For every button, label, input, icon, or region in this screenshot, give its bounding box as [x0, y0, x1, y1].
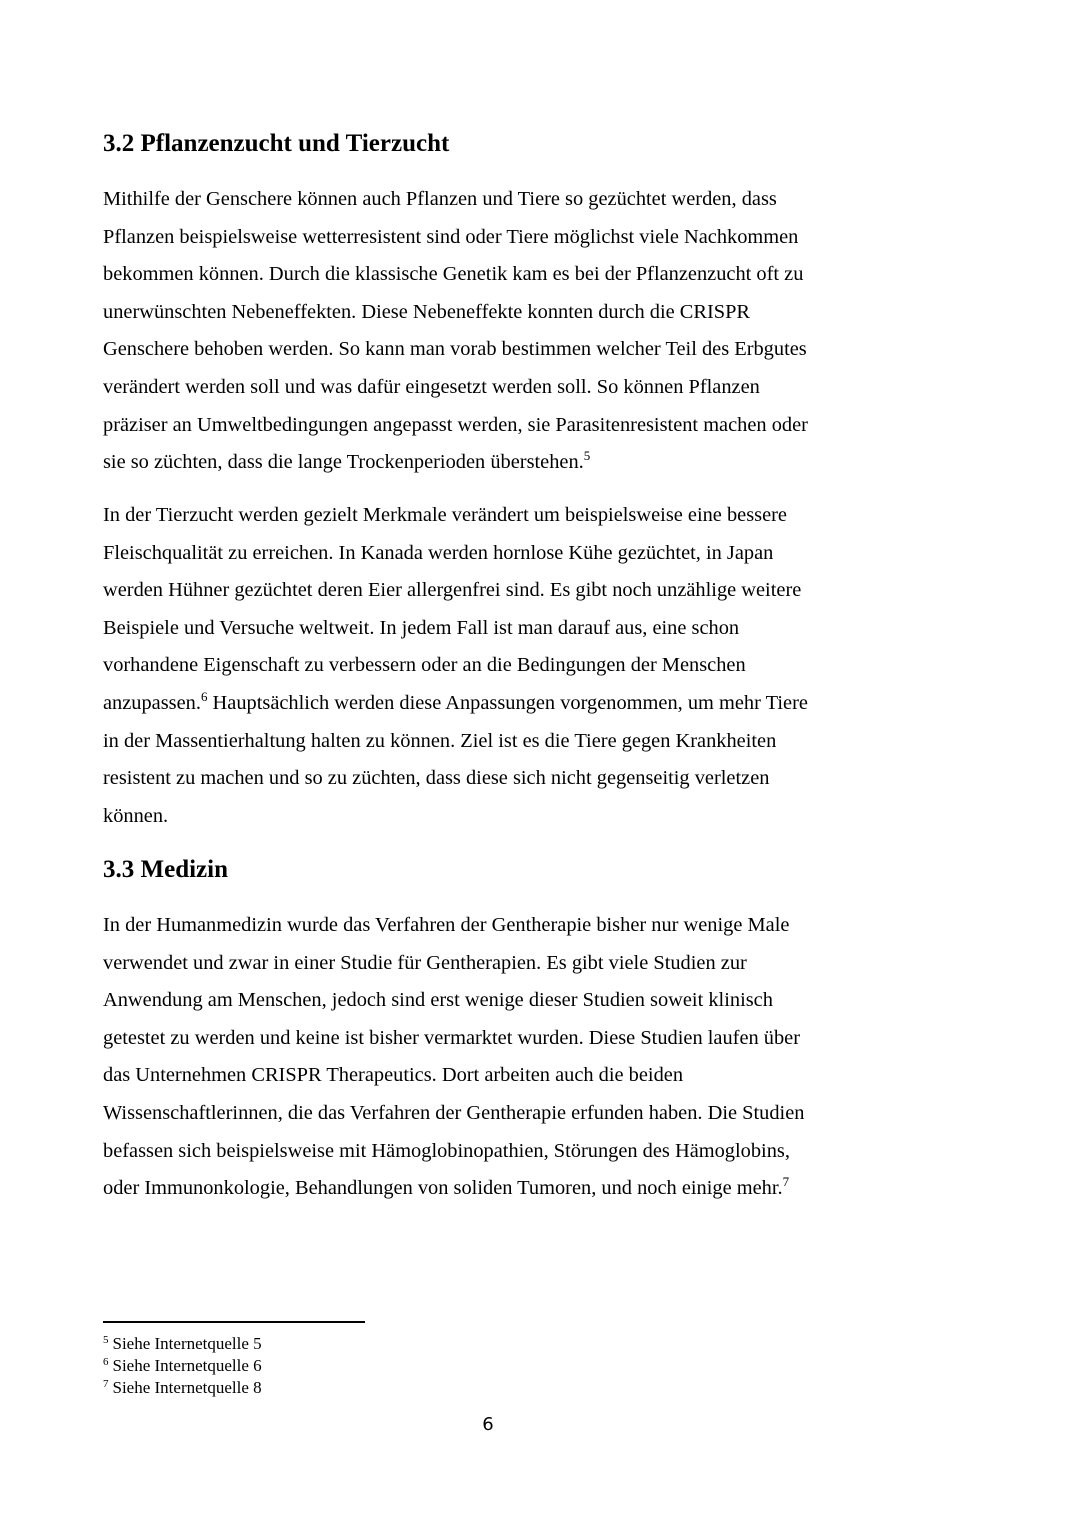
- footnote-text: Siehe Internetquelle 6: [112, 1356, 262, 1375]
- footnotes: [103, 1333, 262, 1399]
- text-line: befassen sich beispielsweise mit Hämoglobinopathien, Störungen des Hämoglobins,: [103, 1139, 790, 1162]
- text-line: werden Hühner gezüchtet deren Eier allergenfrei sind. Es gibt noch unzählige weitere: [103, 579, 802, 602]
- footnote-text: Siehe Internetquelle 5: [112, 1334, 262, 1353]
- text-line: in der Massentierhaltung halten zu können. Ziel ist es die Tiere gegen Krankheiten: [103, 729, 777, 752]
- text-line: präziser an Umweltbedingungen angepasst werden, sie Parasitenresistent machen oder: [103, 413, 808, 436]
- text-fragment: sie so züchten, dass die lange Trockenperioden überstehen.: [103, 451, 584, 474]
- footnote-6: [103, 1355, 262, 1377]
- paragraph-medizin: [103, 907, 883, 1208]
- text-line: resistent zu machen und so zu züchten, dass diese sich nicht gegenseitig verletzen: [103, 767, 770, 790]
- text-fragment: oder Immunonkologie, Behandlungen von soliden Tumoren, und noch einige mehr.: [103, 1177, 783, 1200]
- text-fragment: Hauptsächlich werden diese Anpassungen vorgenommen, um mehr Tiere: [207, 691, 808, 714]
- text-line: können.: [103, 804, 169, 827]
- footnote-reference-7: 7: [782, 1174, 790, 1190]
- text-line: [103, 1170, 883, 1208]
- text-line: Mithilfe der Genschere können auch Pflanzen und Tiere so gezüchtet werden, dass: [103, 188, 777, 210]
- footnote-reference-5: 5: [583, 448, 591, 464]
- text-line: unerwünschten Nebeneffekten. Diese Nebeneffekte konnten durch die CRISPR: [103, 300, 751, 323]
- text-line: [103, 444, 883, 482]
- footnote-number: 7: [103, 1378, 109, 1390]
- text-line: Genschere behoben werden. So kann man vorab bestimmen welcher Teil des Erbgutes: [103, 338, 807, 361]
- text-line: In der Tierzucht werden gezielt Merkmale verändert um beispielsweise eine bessere: [103, 504, 787, 526]
- footnote-reference-6: 6: [200, 688, 208, 704]
- text-line: Pflanzen beispielsweise wetterresistent sind oder Tiere möglichst viele Nachkommen: [103, 225, 799, 248]
- text-line: Fleischqualität zu erreichen. In Kanada werden hornlose Kühe gezüchtet, in Japan: [103, 541, 774, 564]
- text-line: verändert werden soll und was dafür eingesetzt werden soll. So können Pflanzen: [103, 375, 760, 398]
- section-heading-medizin: 3.3 Medizin: [103, 856, 228, 883]
- text-fragment: anzupassen.: [103, 691, 201, 714]
- footnote-7: [103, 1377, 262, 1399]
- footnote-separator: [103, 1321, 365, 1323]
- paragraph-tierzucht: [103, 497, 883, 835]
- text-line: vorhandene Eigenschaft zu verbessern oder an die Bedingungen der Menschen: [103, 654, 746, 677]
- paragraph-pflanzenzucht: [103, 181, 883, 482]
- text-line: Anwendung am Menschen, jedoch sind erst wenige dieser Studien soweit klinisch: [103, 989, 773, 1012]
- text-line: In der Humanmedizin wurde das Verfahren der Gentherapie bisher nur wenige Male: [103, 914, 790, 936]
- text-line: [103, 685, 883, 723]
- text-line: Beispiele und Versuche weltweit. In jedem Fall ist man darauf aus, eine schon: [103, 616, 740, 639]
- text-line: Wissenschaftlerinnen, die das Verfahren der Gentherapie erfunden haben. Die Studien: [103, 1101, 805, 1124]
- footnote-5: [103, 1333, 262, 1355]
- text-line: verwendet und zwar in einer Studie für Gentherapien. Es gibt viele Studien zur: [103, 951, 747, 974]
- text-line: bekommen können. Durch die klassische Genetik kam es bei der Pflanzenzucht oft zu: [103, 263, 804, 286]
- page-number: 6: [482, 1414, 494, 1435]
- footnote-text: Siehe Internetquelle 8: [112, 1378, 262, 1397]
- text-line: das Unternehmen CRISPR Therapeutics. Dort arbeiten auch die beiden: [103, 1064, 684, 1087]
- section-heading-pflanzenzucht-tierzucht: 3.2 Pflanzenzucht und Tierzucht: [103, 130, 450, 157]
- footnote-number: 6: [103, 1356, 109, 1368]
- footnote-number: 5: [103, 1334, 109, 1346]
- text-line: getestet zu werden und keine ist bisher vermarktet wurden. Diese Studien laufen über: [103, 1026, 801, 1049]
